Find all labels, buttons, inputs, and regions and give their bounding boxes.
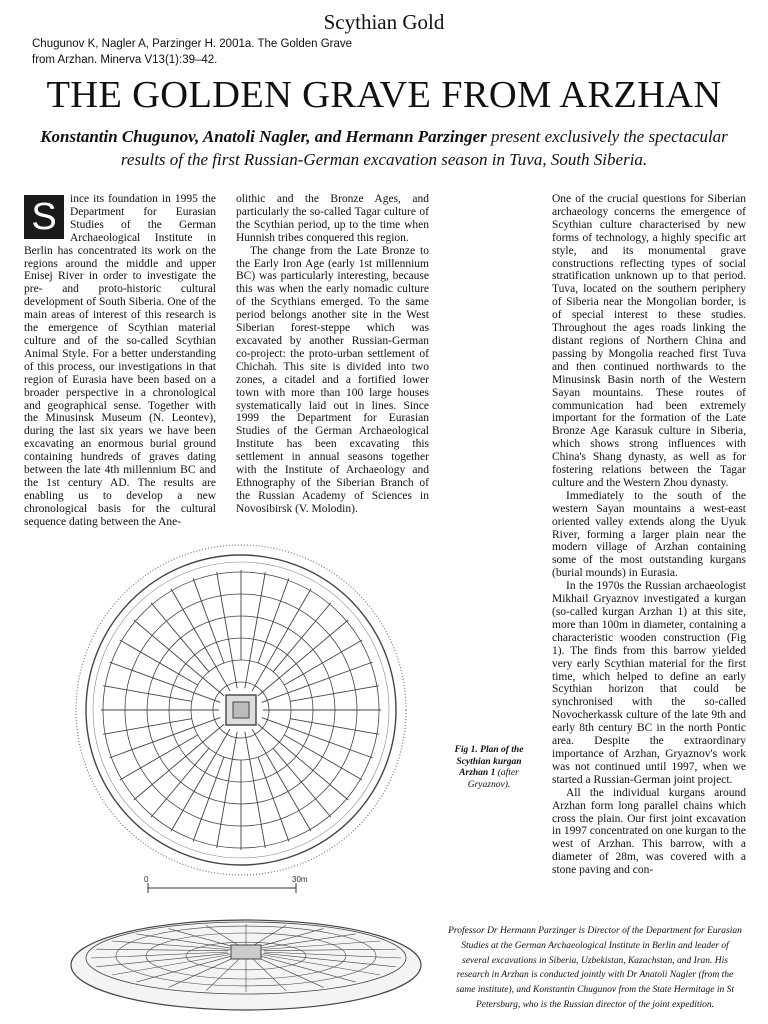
figure-caption-title: Fig 1. Plan of the Scythian kurgan Arzhan 1	[454, 745, 524, 778]
figure-caption-credit: (after Gryaznov).	[467, 768, 519, 790]
paragraph: olithic and the Bronze Ages, and particularly the so-called Tagar culture of the Scythian period, up to the time when Hunnish tribes conquered this region.	[236, 193, 429, 244]
author-bio: Professor Dr Hermann Parzinger is Director of the Department for Eurasian Studies at the German Archaeological Institute in Berlin and leader of several excavations in Siberia, Uzbekistan, Kazachstan, and Iran. His research in Arzhan is conducted jointly with Dr Anatoli Nagler (from the same institute), and Konstantin Chugunov from the State Hermitage in St Petersburg, who is the Russian director of the joint expedition.	[448, 926, 742, 1010]
article-column-1	[24, 193, 216, 529]
paragraph: All the individual kurgans around Arzhan form long parallel chains which cross the plain. Our first joint excavation in 1997 concentrated on one kurgan to the west of Arzhan. This barrow, with a diameter of 28m, was covered with a stone paving and con-	[552, 786, 746, 877]
figure-caption	[447, 745, 531, 791]
byline-authors: Konstantin Chugunov, Anatoli Nagler, and Hermann Parzinger	[40, 127, 487, 146]
drop-cap: S	[24, 195, 64, 239]
running-header: Scythian Gold	[323, 10, 445, 34]
article-column-2	[236, 193, 429, 516]
kurgan-perspective-drawing	[71, 920, 421, 1010]
paragraph: Immediately to the south of the western Sayan mountains a west-east oriented valley extends along the Uyuk River, forming a larger plain near the modern village of Arzhan containing some of the most outstanding kurgans (burial mounds) in Eurasia.	[552, 489, 746, 580]
scale-bar	[144, 875, 308, 893]
article-column-3	[552, 193, 746, 877]
byline-rest: present exclusively the spectacular results of the first Russian-German excavation season in Tuva, South Siberia.	[120, 127, 728, 169]
scale-end-label: 30m	[292, 875, 308, 884]
kurgan-plan-drawing	[76, 545, 406, 875]
paragraph: One of the crucial questions for Siberian archaeology concerns the emergence of Scythian culture characterised by new forms of technology, a highly specific art style, and its monumental grave constructions reflecting types of social stratification unknown up to that period. Tuva, located on the southern periphery of Siberia near the Mongolian border, is of special interest to these studies. Throughout the ages roads linking the distant regions of Northern China and passing by Mongolia reached first Tuva and then continued northwards to the Minusinsk Basin north of the Western Sayan mountains. These routes of communication had been extremely important for the formation of the Late Bronze Age Karasuk culture in Siberia, which shows strong influences with China's Shang dynasty, as well as for fostering relations between the Tagar culture and the Western Zhou dynasty.	[552, 193, 746, 489]
citation: Chugunov K, Nagler A, Parzinger H. 2001a. The Golden Grave from Arzhan. Minerva V13(1):39–42.	[32, 38, 353, 66]
paragraph: In the 1970s the Russian archaeologist Mikhail Gryaznov investigated a kurgan (so-called kurgan Arzhan 1) at this site, more than 100m in diameter, containing a characteristic wooden construction (Fig 1). The finds from this barrow yielded very early Scythian material for the first time, which helped to define an early Scythian horizon that could be synchronised with the so-called Novocherkassk culture of the late 9th and early 8th century BC in the north Pontic area. Despite the extraordinary importance of Arzhan, Gryaznov's work was not continued until 1997, when we started a Russian-German joint project.	[552, 580, 746, 786]
paragraph: The change from the Late Bronze to the Early Iron Age (early 1st millennium BC) was particularly interesting, because this was when the early nomadic culture of the Scythians emerged. To the same period belongs another site in the West Siberian forest-steppe which was excavated by another Russian-German co-project: the proto-urban settlement of Chichah. This site is divided into two zones, a citadel and a fortified lower town with more than 100 large houses systematically laid out in lines. Since 1999 the Department for Eurasian Studies of the German Archaeological Institute has been excavating this settlement in annual seasons together with the Institute of Archaeology and Ethnography of the Siberian Branch of the Russian Academy of Sciences in Novosibirsk (V. Molodin).	[236, 244, 429, 515]
byline	[30, 125, 738, 171]
paragraph: ince its foundation in 1995 the Department for Eurasian Studies of the German Archaeological Institute in Berlin has concentrated its work on the regions around the middle and upper Enisej River in order to investigate the pre- and proto-historic cultural development of South Siberia. One of the main areas of interest of this research is the emergence of Scythian material culture and of the so-called Scythian Animal Style. For a better understanding of this process, our investigations in that region of Eurasia have been based on a broader perspective in a chronological and geographical sense. Together with the Minusinsk Museum (N. Leontev), during the last six years we have been excavating an enormous burial ground containing hundreds of graves dating between the late 4th millennium BC and the 1st century AD. The results are enabling us to develop a new chronological basis for the cultural sequence dating between the Ane-	[24, 193, 216, 528]
kurgan-plan-figure	[66, 540, 436, 1015]
scale-zero-label: 0	[144, 875, 149, 884]
article-title: THE GOLDEN GRAVE FROM ARZHAN	[46, 74, 722, 116]
